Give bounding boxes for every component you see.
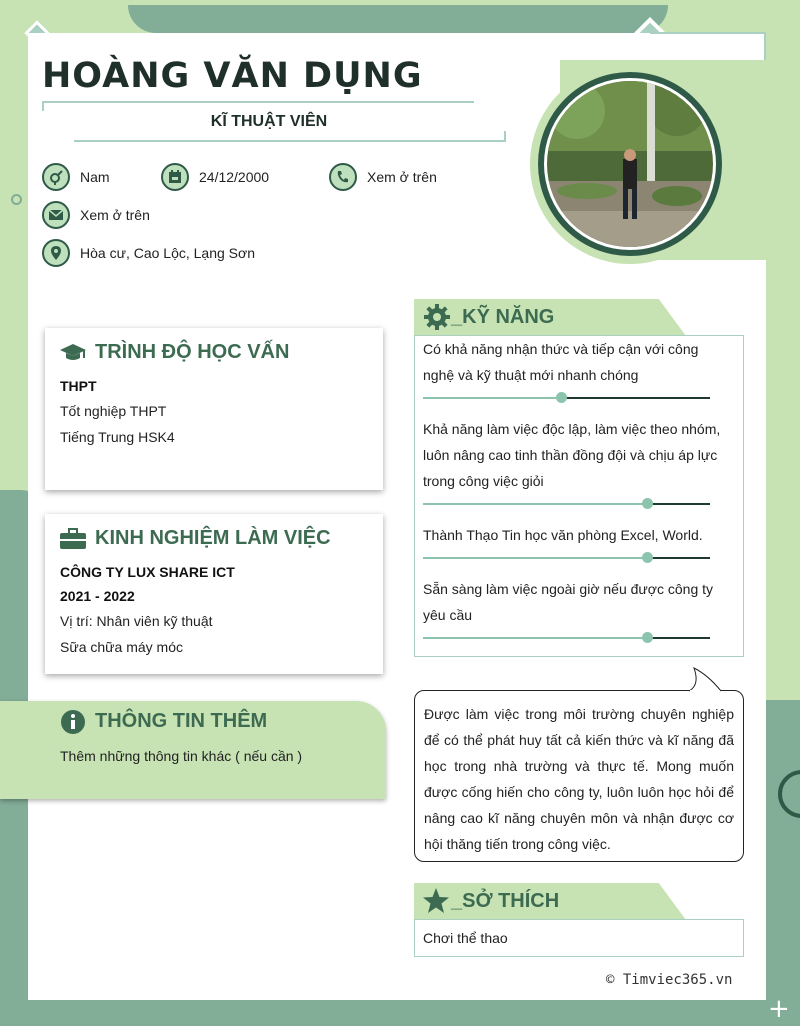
skill-level-knob (642, 632, 653, 643)
skill-bar-fill (423, 557, 647, 559)
skill-meter (423, 557, 710, 559)
skill-meter (423, 637, 710, 639)
skill-label: Sẵn sàng làm việc ngoài giờ nếu được công ty yêu cầu (423, 581, 714, 623)
birthday-value: 24/12/2000 (199, 169, 270, 185)
footer-credit: © Timviec365.vn (606, 972, 733, 988)
location-icon (42, 239, 70, 267)
skill-label: Có khả năng nhận thức và tiếp cận với công nghệ và kỹ thuật mới nhanh chóng (423, 341, 699, 383)
extra-info-text: Thêm những thông tin khác ( nếu cần ) (60, 748, 303, 764)
experience-line: Sữa chữa máy móc (60, 639, 184, 655)
top-band (128, 5, 668, 33)
hobby-text: Chơi thể thao (423, 930, 508, 946)
skill-level-knob (642, 552, 653, 563)
skill-bar-track (647, 557, 710, 559)
skill-bar-track (561, 397, 710, 399)
skill-bar-track (647, 637, 710, 639)
experience-card (45, 514, 383, 674)
bottom-band (0, 994, 800, 1026)
skill-level-knob (556, 392, 567, 403)
phone-value: Xem ở trên (367, 169, 437, 185)
skill-meter (423, 503, 710, 505)
skill-bar-track (647, 503, 710, 505)
phone-icon (329, 163, 357, 191)
company-name: CÔNG TY LUX SHARE ICT (60, 564, 235, 580)
skill-label: Khả năng làm việc độc lập, làm việc theo nhóm, luôn nâng cao tinh thần đồng đội và chịu áp lực trong công việc giỏi (423, 421, 721, 489)
divider (74, 140, 506, 142)
skill-bar-fill (423, 397, 561, 399)
education-line: Tốt nghiệp THPT (60, 403, 167, 419)
hobbies-title: _SỞ THÍCH (451, 890, 560, 912)
skills-title: _KỸ NĂNG (451, 306, 555, 328)
objective-text: Được làm việc trong môi trường chuyên nghiệp để có thể phát huy tất cả kiến thức và kĩ năng đã học trong nhà trường và thực tế. Mong muốn được cống hiến cho công ty, luôn luôn học hỏi để nâng cao kĩ năng chuyên môn và nhận được cơ hội thăng tiến trong công việc. (424, 706, 734, 852)
graduation-cap-icon (60, 342, 86, 364)
full-name: HOÀNG VĂN DỤNG (42, 56, 423, 96)
gender-value: Nam (80, 169, 110, 185)
bubble-tail (688, 667, 722, 692)
skill-bar-fill (423, 637, 647, 639)
gender-icon (42, 163, 70, 191)
divider-tick (42, 101, 44, 111)
work-period: 2021 - 2022 (60, 588, 135, 604)
info-icon (60, 709, 86, 735)
job-title: KĨ THUẬT VIÊN (210, 113, 328, 130)
extra-info-panel (0, 701, 386, 799)
gear-icon (423, 303, 451, 331)
extra-info-title: THÔNG TIN THÊM (95, 710, 268, 732)
email-icon (42, 201, 70, 229)
avatar (544, 78, 716, 250)
skill-level-knob (642, 498, 653, 509)
education-title: TRÌNH ĐỘ HỌC VẤN (95, 341, 290, 363)
school-name: THPT (60, 378, 97, 394)
skill-label: Thành Thạo Tin học văn phòng Excel, World. (423, 527, 703, 543)
divider (42, 101, 474, 103)
skill-bar-fill (423, 503, 647, 505)
skill-meter (423, 397, 710, 399)
plus-decoration: + (768, 994, 790, 1024)
divider-tick (504, 131, 506, 142)
experience-line: Vị trí: Nhân viên kỹ thuật (60, 613, 213, 629)
star-icon (422, 887, 450, 915)
email-value: Xem ở trên (80, 207, 150, 223)
circle-decoration (11, 194, 22, 205)
education-card (45, 328, 383, 490)
calendar-icon (161, 163, 189, 191)
address-value: Hòa cư, Cao Lộc, Lạng Sơn (80, 245, 255, 261)
page-corner-frame (650, 32, 765, 34)
education-line: Tiếng Trung HSK4 (60, 429, 175, 445)
experience-title: KINH NGHIỆM LÀM VIỆC (95, 527, 331, 549)
briefcase-icon (60, 528, 86, 550)
